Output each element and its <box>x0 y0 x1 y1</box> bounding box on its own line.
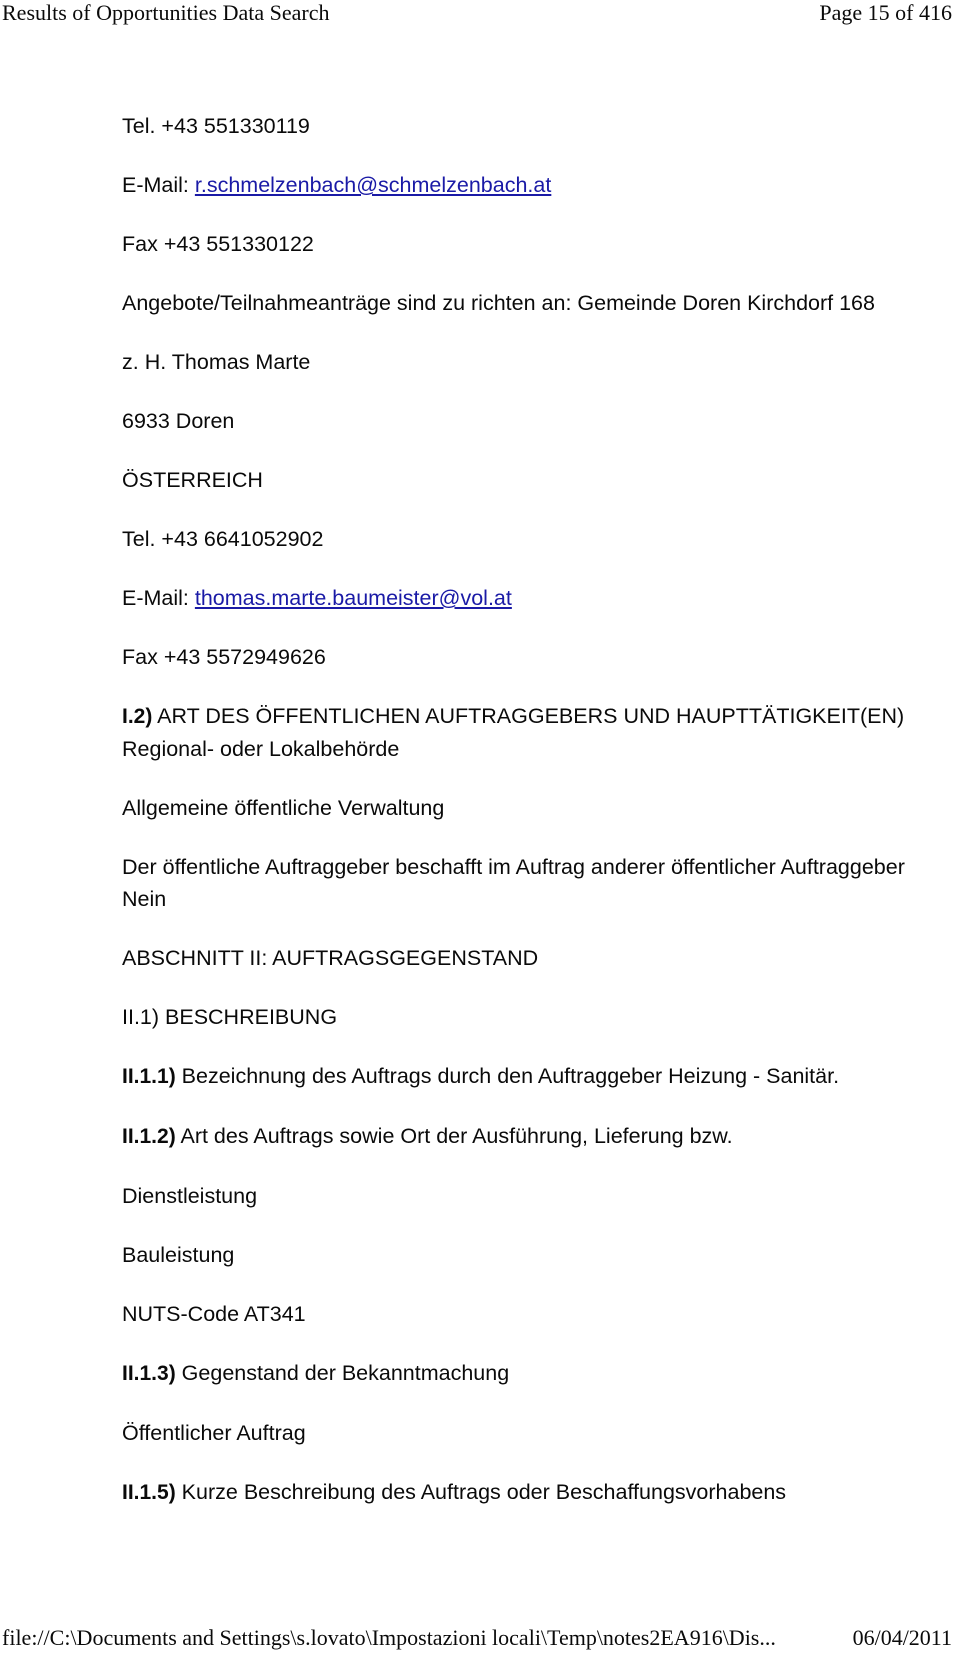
section-text: Gegenstand der Bekanntmachung <box>175 1361 510 1385</box>
section-number: II.1.5) <box>122 1481 176 1504</box>
section-ii13 <box>122 1357 942 1390</box>
email-label: E-Mail: <box>122 173 195 197</box>
notice-subject: Öffentlicher Auftrag <box>122 1421 306 1445</box>
email-link-marte[interactable]: thomas.marte.baumeister@vol.at <box>194 586 512 610</box>
section-text: Kurze Beschreibung des Auftrags oder Beschaffungsvorhabens <box>175 1480 787 1504</box>
page-header-title: Results of Opportunities Data Search <box>2 0 330 25</box>
contact-tel-2: Tel. +43 6641052902 <box>122 527 324 551</box>
section-ii1: II.1) BESCHREIBUNG <box>122 1005 338 1029</box>
section-number: II.1.2) <box>122 1125 176 1148</box>
section-number: II.1.3) <box>122 1362 176 1385</box>
contract-type-works: Bauleistung <box>122 1243 235 1267</box>
section-number: II.1.1) <box>122 1065 176 1088</box>
contact-country: ÖSTERREICH <box>122 468 263 492</box>
contact-email-1 <box>122 169 942 201</box>
section-text: Art des Auftrags sowie Ort der Ausführung, Lieferung bzw. <box>175 1124 733 1148</box>
section-i2 <box>122 700 942 765</box>
section-number: I.2) <box>122 705 153 728</box>
contact-email-2 <box>122 582 942 614</box>
section-heading-abschnitt-ii: ABSCHNITT II: AUFTRAGSGEGENSTAND <box>122 946 539 970</box>
email-link-schmelzenbach[interactable]: r.schmelzenbach@schmelzenbach.at <box>194 173 552 197</box>
section-text: ART DES ÖFFENTLICHEN AUFTRAGGEBERS UND HAUPTTÄTIGKEIT(EN) Regional- oder Lokalbehörde <box>122 704 905 761</box>
section-ii11 <box>122 1060 942 1093</box>
page-footer-date: 06/04/2011 <box>852 1625 952 1650</box>
email-label: E-Mail: <box>122 586 195 610</box>
section-ii15 <box>122 1476 942 1509</box>
section-text: Bezeichnung des Auftrags durch den Auftraggeber Heizung - Sanitär. <box>175 1064 840 1088</box>
submission-address: Angebote/Teilnahmeanträge sind zu richten an: Gemeinde Doren Kirchdorf 168 <box>122 291 875 315</box>
nuts-code: NUTS-Code AT341 <box>122 1302 306 1326</box>
contact-person: z. H. Thomas Marte <box>122 350 311 374</box>
authority-behalf: Der öffentliche Auftraggeber beschafft im Auftrag anderer öffentlicher Auftraggeber Nein <box>122 855 905 911</box>
page-header-page-number: Page 15 of 416 <box>819 0 952 25</box>
document-body <box>122 110 942 1536</box>
contract-type-service: Dienstleistung <box>122 1184 258 1208</box>
contact-fax-1: Fax +43 551330122 <box>122 232 314 256</box>
contact-fax-2: Fax +43 5572949626 <box>122 645 326 669</box>
page-footer-file-path: file://C:\Documents and Settings\s.lovato\Impostazioni locali\Temp\notes2EA916\Dis... <box>2 1625 776 1650</box>
authority-activity: Allgemeine öffentliche Verwaltung <box>122 796 445 820</box>
contact-city: 6933 Doren <box>122 409 235 433</box>
section-ii12 <box>122 1120 942 1153</box>
contact-tel-1: Tel. +43 551330119 <box>122 114 310 138</box>
